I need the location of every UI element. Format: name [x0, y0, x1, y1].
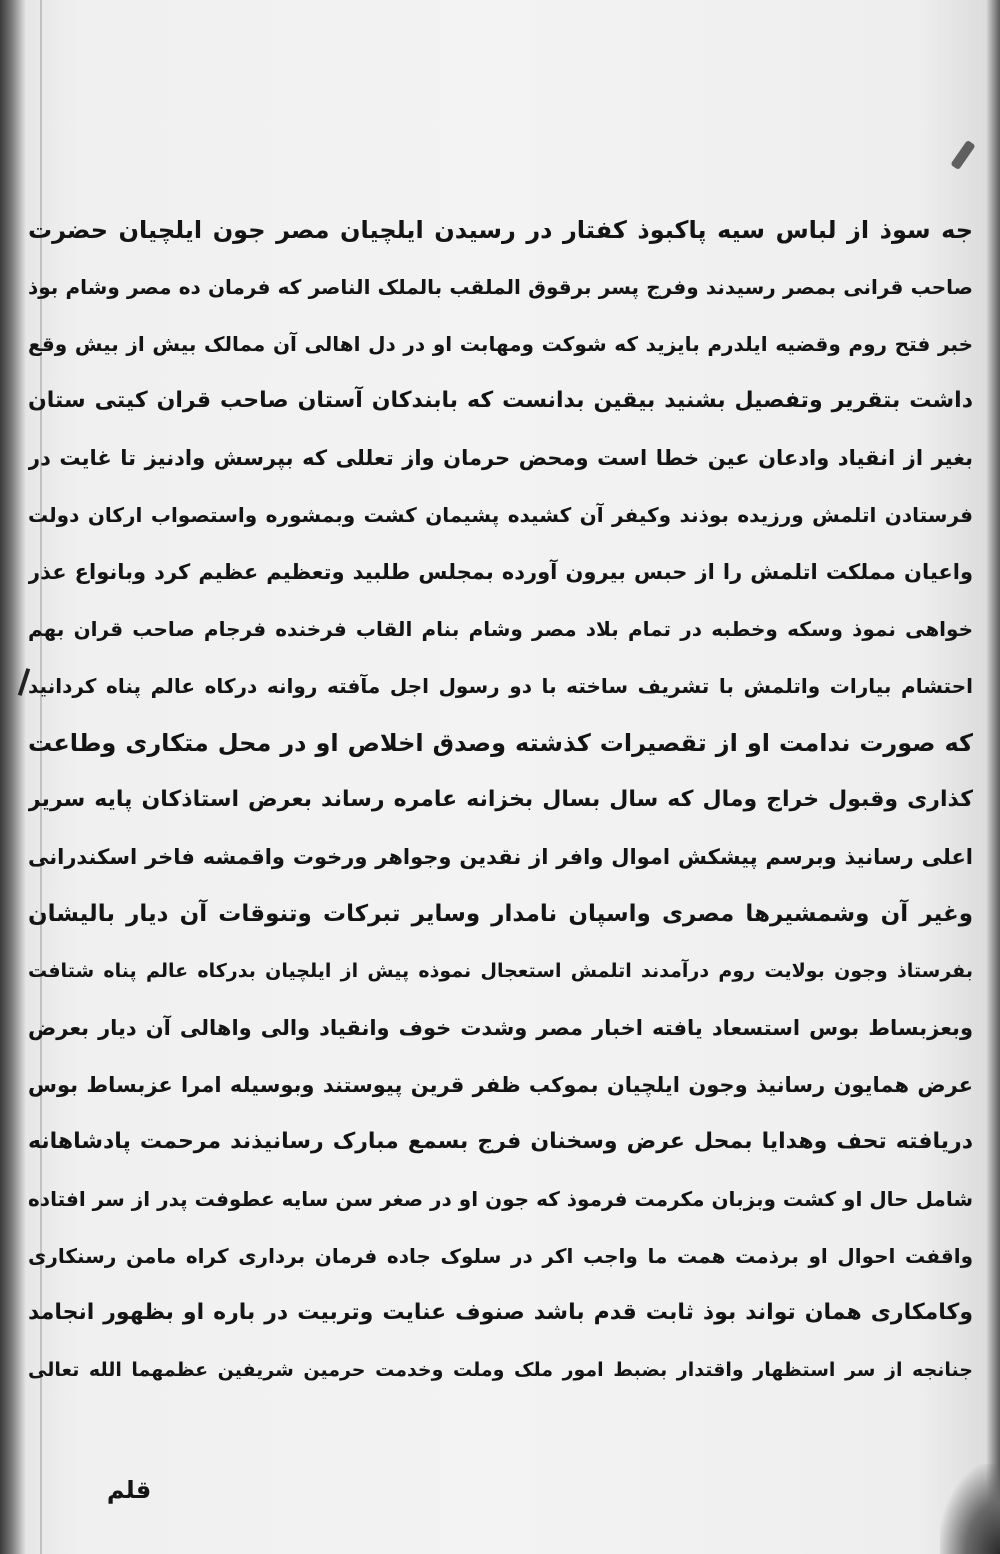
manuscript-text	[28, 205, 973, 1390]
text-line: صاحب قرانی بمصر رسیدند وفرج پسر برقوق الملقب بالملک الناصر که فرمان ده مصر وشام بوذ	[28, 275, 973, 299]
text-line: خبر فتح روم وقضیه ایلدرم بایزید که شوکت ومهابت او در دل اهالی آن ممالک بیش از بیش وقع	[28, 332, 973, 356]
text-line: وغیر آن وشمشیرها مصری واسپان نامدار وسایر تبرکات وتنوقات آن دیار بالیشان	[28, 901, 973, 927]
text-line: داشت بتقریر وتفصیل بشنید بیقین بدانست که بابندکان آستان صاحب قران کیتی ستان	[28, 388, 973, 413]
text-line: کذاری وقبول خراج ومال که سال بسال بخزانه عامره رساند بعرض استاذکان پایه سریر	[28, 787, 973, 812]
text-line: بغیر از انقیاد وادعان عین خطا است ومحض حرمان واز تعللی که بپرسش وادنیز تا غایت در	[28, 446, 973, 470]
text-line: عرض همایون رسانیذ وجون ایلچیان بموکب ظفر قرین پیوستند وبوسیله امرا عزبساط بوس	[28, 1073, 973, 1097]
text-line: شامل حال او کشت وبزبان مکرمت فرموذ که جون او در صغر سن سایه عطوفت پدر از سر افتاده	[28, 1187, 973, 1211]
text-line: وبعزبساط بوس استسعاد یافته اخبار مصر وشدت خوف وانقیاد والی واهالی آن دیار بعرض	[28, 1016, 973, 1040]
text-line: خواهی نموذ وسکه وخطبه در تمام بلاد مصر وشام بنام القاب فرخنده فرجام صاحب قران بهم	[28, 617, 973, 641]
text-line: جنانجه از سر استظهار واقتدار بضبط امور ملک وملت وخدمت حرمین شریفین عظمهما الله تعالی	[28, 1359, 973, 1381]
ink-spot	[950, 140, 975, 170]
text-line: وکامکاری همان تواند بوذ ثابت قدم باشد صنوف عنایت وتربیت در باره او بظهور انجامد	[28, 1300, 973, 1325]
text-line: فرستادن اتلمش ورزیده بوذند وکیفر آن کشیده پشیمان کشت وبمشوره واستصواب ارکان دولت	[28, 503, 973, 527]
text-line: احتشام بیارات واتلمش با تشریف ساخته با دو رسول اجل مآفته روانه درکاه عالم پناه کردانید	[28, 674, 973, 698]
text-line: واقفت احوال او برذمت همت ما واجب اکر در سلوک جاده فرمان برداری کراه مامن رسنکاری	[28, 1244, 973, 1268]
catchword: قلم	[106, 1476, 152, 1504]
text-line: که صورت ندامت او از تقصیرات کذشته وصدق اخلاص او در محل متکاری وطاعت	[28, 729, 973, 757]
text-line: واعیان مملکت اتلمش را از حبس بیرون آورده بمجلس طلبید وتعظیم عظیم کرد وبانواع عذر	[28, 560, 973, 584]
page-binding-shadow	[0, 0, 26, 1554]
page-edge-shadow	[986, 0, 1000, 1554]
text-line: جه سوذ از لباس سیه پاکبوذ کفتار در رسیدن ایلچیان مصر جون ایلچیان حضرت	[28, 216, 973, 244]
text-line: بفرستاذ وجون بولایت روم درآمدند اتلمش استعجال نموذه پیش از ایلچیان بدرکاه عالم پناه شتافت	[28, 960, 973, 982]
text-line: دریافته تحف وهدایا بمحل عرض وسخنان فرج بسمع مبارک رسانیذند مرحمت پادشاهانه	[28, 1129, 973, 1154]
page-corner-curl	[940, 1464, 1000, 1554]
text-line: اعلی رسانیذ وبرسم پیشکش اموال وافر از نقدین وجواهر ورخوت واقمشه فاخر اسکندرانی	[28, 845, 973, 869]
